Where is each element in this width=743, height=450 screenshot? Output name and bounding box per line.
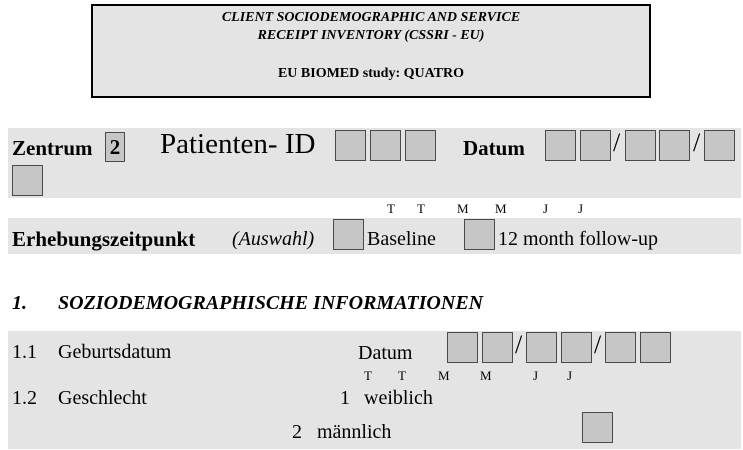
datum-label: Datum [463,136,525,160]
gender-option-1-label: weiblich [364,387,433,409]
q12-number: 1.2 [12,387,37,409]
date-day-box-1[interactable] [545,130,576,161]
zentrum-label: Zentrum [12,136,93,160]
date-hint-letter: J [543,201,549,216]
gender-option-2-label: männlich [317,421,392,443]
date-hint-letter: M [438,368,450,383]
date-month-box-1[interactable] [625,130,656,161]
header-title-line1: CLIENT SOCIODEMOGRAPHIC AND SERVICE [221,10,521,25]
date-hint-letter: T [387,201,395,216]
birth-month-box-1[interactable] [526,332,557,363]
date-hint-letter: J [533,368,539,383]
gender-option-2-number: 2 [292,421,302,443]
q11-datum-label: Datum [358,342,413,364]
birth-slash-1: / [515,330,523,359]
baseline-checkbox[interactable] [333,219,364,250]
birth-day-box-2[interactable] [482,332,513,363]
date-hint-letter: J [567,368,573,383]
patient-id-box-1[interactable] [335,130,366,161]
date-year-box-1[interactable] [704,130,735,161]
zentrum-field[interactable]: 2 [105,132,125,162]
date-slash-2: / [693,128,701,157]
erhebung-hint: (Auswahl) [232,228,315,250]
patient-id-box-3[interactable] [405,130,436,161]
birth-day-box-1[interactable] [447,332,478,363]
followup-label: 12 month follow-up [498,228,658,250]
date-hint-letter: T [398,368,406,383]
header-study-line: EU BIOMED study: QUATRO [277,66,465,81]
q12-label: Geschlecht [58,387,147,409]
followup-checkbox[interactable] [464,219,495,250]
section-title: SOZIODEMOGRAPHISCHE INFORMATIONEN [58,292,484,314]
birth-slash-2: / [594,330,602,359]
baseline-label: Baseline [367,228,436,250]
patient-id-label: Patienten- ID [160,128,316,160]
section-number: 1. [12,292,27,314]
birth-month-box-2[interactable] [561,332,592,363]
header-box [91,4,651,98]
q11-number: 1.1 [12,341,37,363]
date-hint-letter: J [578,201,584,216]
date-year-box-2[interactable] [12,165,43,196]
patient-id-box-2[interactable] [370,130,401,161]
date-hint-letter: T [417,201,425,216]
q11-label: Geburtsdatum [58,341,172,363]
gender-answer-box[interactable] [582,412,613,443]
header-title-line2: RECEIPT INVENTORY (CSSRI - EU) [257,28,485,43]
date-slash-1: / [613,128,621,157]
date-hint-letter: M [495,201,507,216]
date-hint-letter: M [457,201,469,216]
birth-year-box-1[interactable] [605,332,636,363]
birth-year-box-2[interactable] [640,332,671,363]
date-hint-letter: M [480,368,492,383]
erhebung-label: Erhebungszeitpunkt [12,227,196,251]
date-day-box-2[interactable] [580,130,611,161]
gender-option-1-number: 1 [340,387,350,409]
date-hint-letter: T [364,368,372,383]
date-month-box-2[interactable] [659,130,690,161]
